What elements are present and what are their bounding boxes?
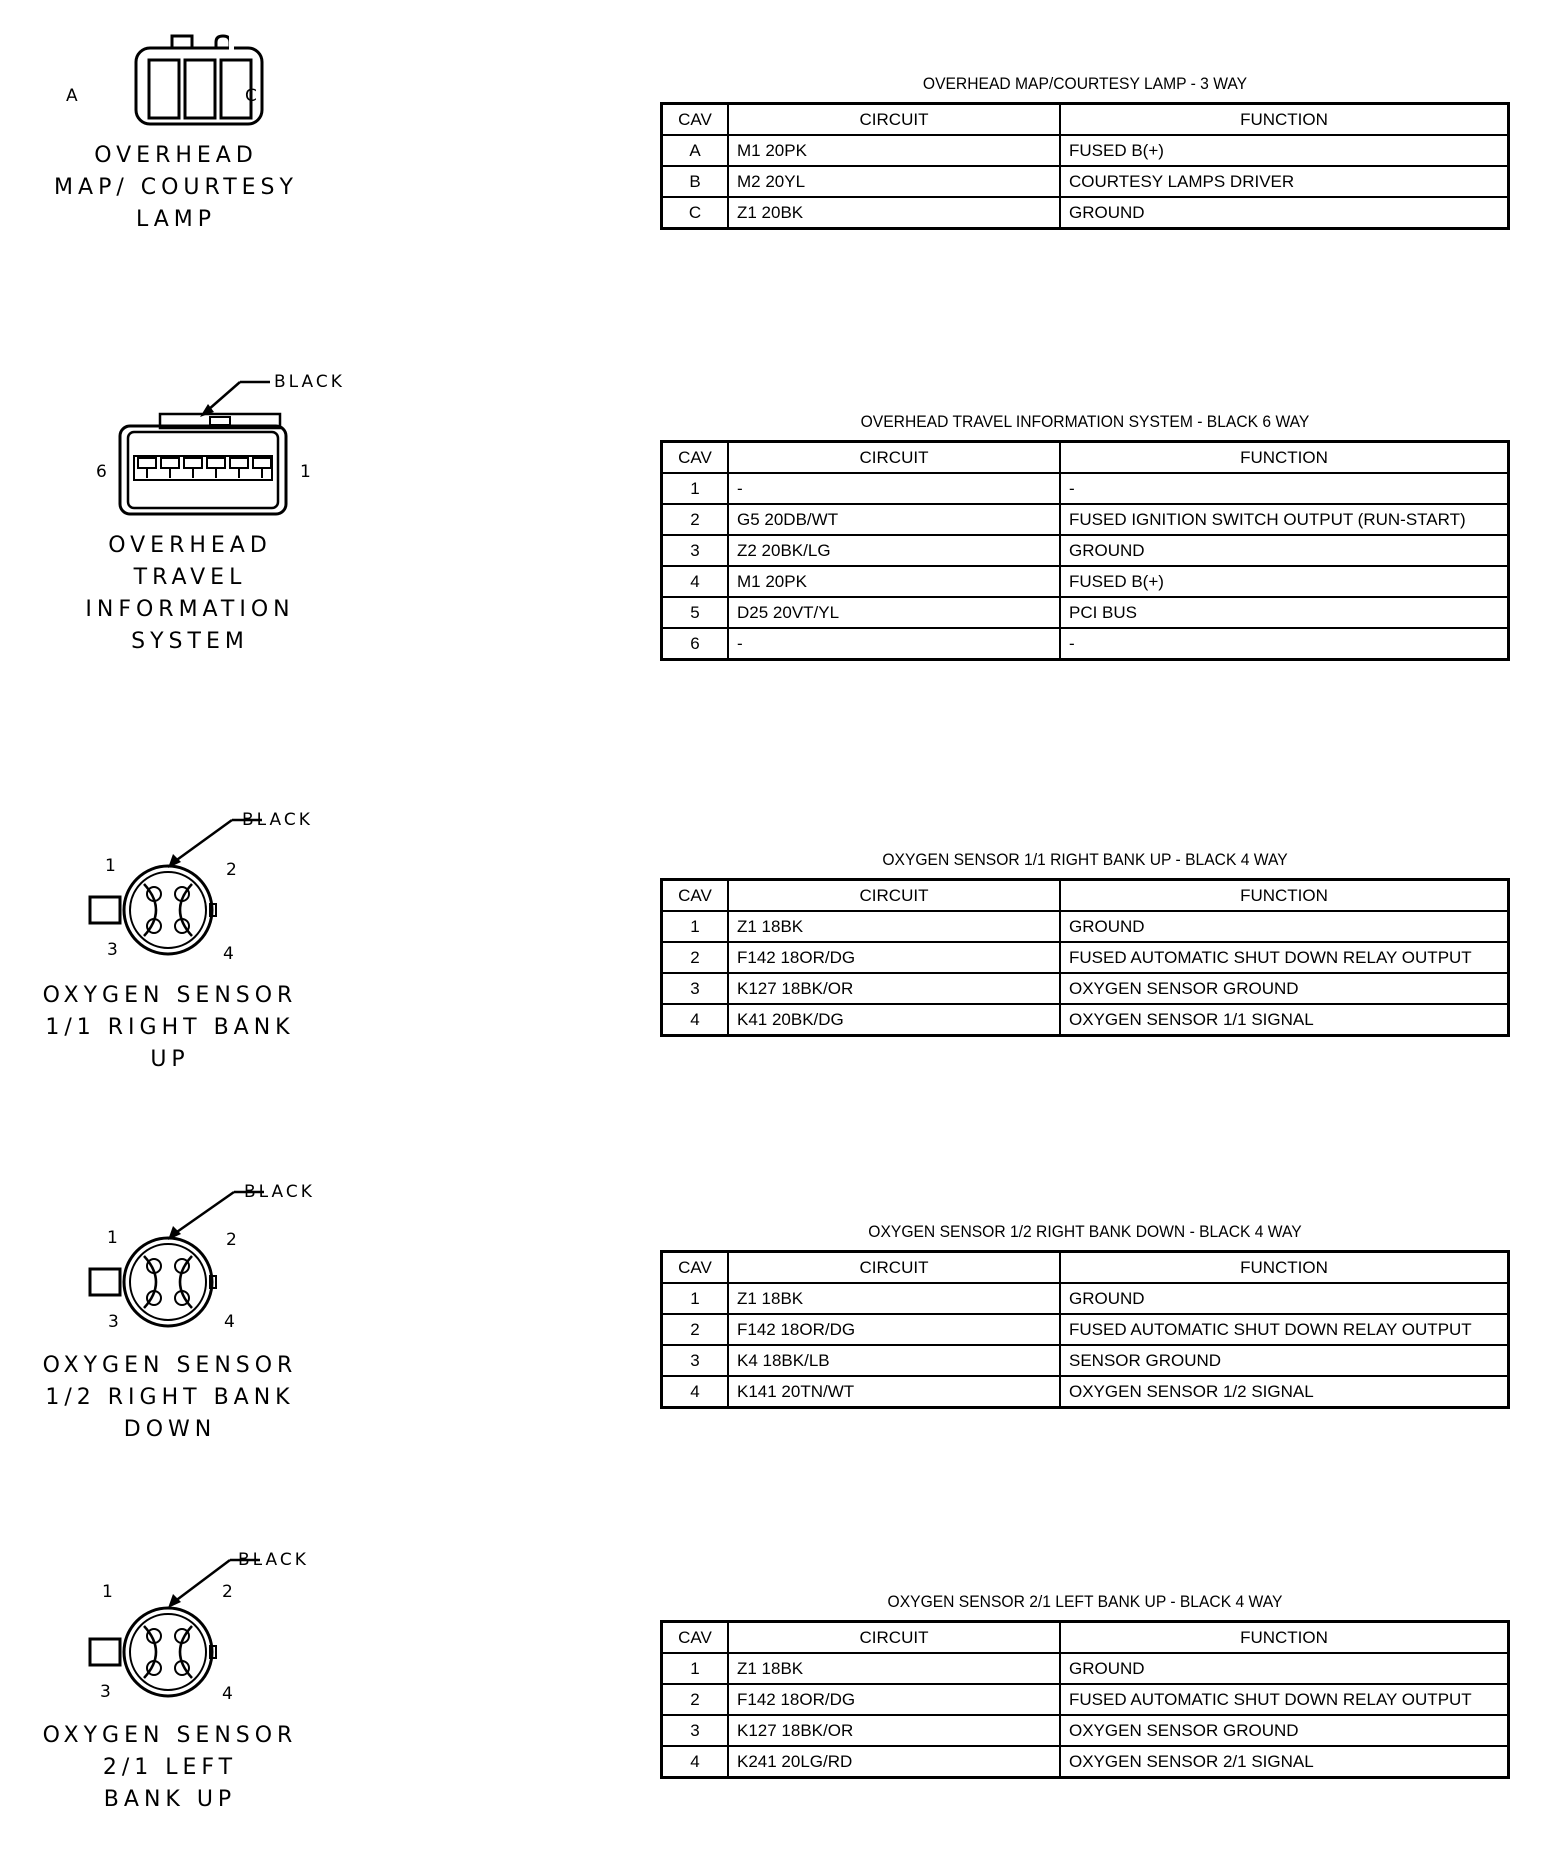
table-row xyxy=(662,911,1509,942)
cell-circuit: F142 18OR/DG xyxy=(728,1684,1060,1715)
header-function: FUNCTION xyxy=(1060,104,1509,136)
caption-line-2: 2/1 LEFT xyxy=(102,1755,238,1780)
pin-label-1: 1 xyxy=(105,856,119,876)
cell-circuit: Z1 20BK xyxy=(728,197,1060,229)
table-row xyxy=(662,473,1509,504)
cell-circuit: Z1 18BK xyxy=(728,911,1060,942)
cell-cav: 3 xyxy=(662,535,729,566)
connector-color-label: BLACK xyxy=(244,1182,315,1202)
table-header-row xyxy=(662,880,1509,912)
cell-cav: 2 xyxy=(662,942,729,973)
cell-circuit: Z1 18BK xyxy=(728,1283,1060,1314)
cell-circuit: M2 20YL xyxy=(728,166,1060,197)
cell-circuit: K4 18BK/LB xyxy=(728,1345,1060,1376)
cell-function: FUSED AUTOMATIC SHUT DOWN RELAY OUTPUT xyxy=(1060,1684,1509,1715)
cell-function: GROUND xyxy=(1060,911,1509,942)
cell-cav: 2 xyxy=(662,1314,729,1345)
cell-function: OXYGEN SENSOR 1/1 SIGNAL xyxy=(1060,1004,1509,1036)
caption-line-1: OXYGEN SENSOR xyxy=(42,1723,298,1748)
four-way-round-connector-icon xyxy=(40,1542,370,1712)
cell-cav: B xyxy=(662,166,729,197)
cell-cav: 4 xyxy=(662,1004,729,1036)
connector-pinout-table xyxy=(660,440,1510,661)
cell-circuit: - xyxy=(728,628,1060,660)
cell-function: SENSOR GROUND xyxy=(1060,1345,1509,1376)
cell-cav: 1 xyxy=(662,1653,729,1684)
table-title: OVERHEAD MAP/COURTESY LAMP - 3 WAY xyxy=(922,74,1248,93)
cell-function: PCI BUS xyxy=(1060,597,1509,628)
table-row xyxy=(662,1314,1509,1345)
cell-circuit: K41 20BK/DG xyxy=(728,1004,1060,1036)
pin-label-3: 3 xyxy=(107,940,121,960)
header-circuit: CIRCUIT xyxy=(728,442,1060,474)
cell-function: - xyxy=(1060,473,1509,504)
cell-cav: 2 xyxy=(662,1684,729,1715)
cell-circuit: Z2 20BK/LG xyxy=(728,535,1060,566)
table-row xyxy=(662,942,1509,973)
connector-color-label: BLACK xyxy=(238,1550,309,1570)
table-row xyxy=(662,504,1509,535)
pin-label-2: 2 xyxy=(226,1230,240,1250)
header-circuit: CIRCUIT xyxy=(728,104,1060,136)
connector-diagram xyxy=(40,1172,370,1492)
cell-cav: 1 xyxy=(662,911,729,942)
table-title: OVERHEAD TRAVEL INFORMATION SYSTEM - BLACK 6 WAY xyxy=(860,412,1310,431)
cell-circuit: M1 20PK xyxy=(728,566,1060,597)
header-cav: CAV xyxy=(662,1622,729,1654)
cell-function: FUSED B(+) xyxy=(1060,566,1509,597)
table-row xyxy=(662,535,1509,566)
caption-line-3: DOWN xyxy=(123,1417,217,1442)
cell-function: COURTESY LAMPS DRIVER xyxy=(1060,166,1509,197)
table-row xyxy=(662,628,1509,660)
cell-cav: 3 xyxy=(662,1715,729,1746)
cell-function: GROUND xyxy=(1060,1653,1509,1684)
table-row xyxy=(662,1283,1509,1314)
table-row xyxy=(662,566,1509,597)
cell-circuit: K141 20TN/WT xyxy=(728,1376,1060,1408)
header-function: FUNCTION xyxy=(1060,1622,1509,1654)
connector-section-oxygen-sensor-1-1 xyxy=(0,800,1568,1080)
pin-label-3: 3 xyxy=(100,1682,114,1702)
caption-line-1: OXYGEN SENSOR xyxy=(42,983,298,1008)
connector-section-map-courtesy-lamp xyxy=(0,0,1568,260)
header-circuit: CIRCUIT xyxy=(728,1252,1060,1284)
header-function: FUNCTION xyxy=(1060,442,1509,474)
cell-cav: 1 xyxy=(662,1283,729,1314)
connector-color-label: BLACK xyxy=(274,372,345,392)
connector-pinout-table xyxy=(660,1620,1510,1779)
table-row xyxy=(662,973,1509,1004)
connector-pinout-table xyxy=(660,1250,1510,1409)
cell-cav: 6 xyxy=(662,628,729,660)
pin-label-6: 6 xyxy=(96,462,110,482)
connector-section-travel-information-system xyxy=(0,360,1568,700)
header-circuit: CIRCUIT xyxy=(728,880,1060,912)
caption-line-1: OVERHEAD xyxy=(94,143,258,168)
header-cav: CAV xyxy=(662,442,729,474)
caption-line-3: UP xyxy=(150,1047,190,1072)
pin-label-2: 2 xyxy=(222,1582,236,1602)
pin-label-3: 3 xyxy=(108,1312,122,1332)
header-cav: CAV xyxy=(662,880,729,912)
pin-label-1: 1 xyxy=(102,1582,116,1602)
caption-line-3: SYSTEM xyxy=(131,629,249,654)
table-row xyxy=(662,1004,1509,1036)
connector-caption xyxy=(40,530,340,658)
pin-label-4: 4 xyxy=(224,1312,238,1332)
connector-diagram xyxy=(40,800,370,1120)
connector-pinout-table xyxy=(660,878,1510,1037)
table-header-row xyxy=(662,1622,1509,1654)
table-row xyxy=(662,1684,1509,1715)
cell-circuit: M1 20PK xyxy=(728,135,1060,166)
table-row xyxy=(662,1653,1509,1684)
cell-cav: 1 xyxy=(662,473,729,504)
table-header-row xyxy=(662,104,1509,136)
pin-label-4: 4 xyxy=(223,944,237,964)
cell-function: OXYGEN SENSOR 2/1 SIGNAL xyxy=(1060,1746,1509,1778)
cell-cav: 2 xyxy=(662,504,729,535)
connector-color-label: BLACK xyxy=(242,810,313,830)
header-cav: CAV xyxy=(662,104,729,136)
four-way-round-connector-icon xyxy=(40,1172,370,1342)
table-row xyxy=(662,1715,1509,1746)
cell-cav: 3 xyxy=(662,1345,729,1376)
cell-circuit: D25 20VT/YL xyxy=(728,597,1060,628)
table-title: OXYGEN SENSOR 2/1 LEFT BANK UP - BLACK 4 WAY xyxy=(887,1592,1283,1611)
caption-line-1: OVERHEAD xyxy=(108,533,272,558)
table-header-row xyxy=(662,1252,1509,1284)
header-circuit: CIRCUIT xyxy=(728,1622,1060,1654)
connector-section-oxygen-sensor-1-2 xyxy=(0,1172,1568,1452)
caption-line-1: OXYGEN SENSOR xyxy=(42,1353,298,1378)
cell-function: GROUND xyxy=(1060,1283,1509,1314)
caption-line-2: MAP/ COURTESY xyxy=(54,175,298,200)
connector-diagram xyxy=(40,360,370,680)
cell-function: GROUND xyxy=(1060,535,1509,566)
connector-diagram xyxy=(40,1542,370,1862)
cell-function: FUSED AUTOMATIC SHUT DOWN RELAY OUTPUT xyxy=(1060,1314,1509,1345)
pin-label-1: 1 xyxy=(300,462,314,482)
table-header-row xyxy=(662,442,1509,474)
cell-cav: 4 xyxy=(662,1376,729,1408)
cell-circuit: K127 18BK/OR xyxy=(728,973,1060,1004)
caption-line-2: 1/1 RIGHT BANK xyxy=(45,1015,295,1040)
table-title: OXYGEN SENSOR 1/2 RIGHT BANK DOWN - BLACK 4 WAY xyxy=(868,1222,1302,1241)
table-row xyxy=(662,1746,1509,1778)
connector-section-oxygen-sensor-2-1 xyxy=(0,1542,1568,1842)
header-function: FUNCTION xyxy=(1060,880,1509,912)
connector-caption xyxy=(26,140,326,236)
table-row xyxy=(662,197,1509,229)
caption-line-3: BANK UP xyxy=(103,1787,237,1812)
cell-circuit: F142 18OR/DG xyxy=(728,1314,1060,1345)
cell-function: OXYGEN SENSOR 1/2 SIGNAL xyxy=(1060,1376,1509,1408)
four-way-round-connector-icon xyxy=(40,800,370,970)
cell-function: - xyxy=(1060,628,1509,660)
three-way-connector-icon xyxy=(40,0,370,140)
pin-label-1: 1 xyxy=(107,1228,121,1248)
table-title: OXYGEN SENSOR 1/1 RIGHT BANK UP - BLACK 4 WAY xyxy=(882,850,1288,869)
caption-line-2: 1/2 RIGHT BANK xyxy=(45,1385,295,1410)
table-row xyxy=(662,135,1509,166)
cell-function: OXYGEN SENSOR GROUND xyxy=(1060,1715,1509,1746)
table-row xyxy=(662,166,1509,197)
cell-cav: A xyxy=(662,135,729,166)
cell-circuit: K127 18BK/OR xyxy=(728,1715,1060,1746)
connector-caption xyxy=(20,980,320,1076)
cell-function: FUSED IGNITION SWITCH OUTPUT (RUN-START) xyxy=(1060,504,1509,535)
pin-label-2: 2 xyxy=(226,860,240,880)
cell-cav: 4 xyxy=(662,566,729,597)
table-row xyxy=(662,1345,1509,1376)
cell-circuit: K241 20LG/RD xyxy=(728,1746,1060,1778)
cell-circuit: - xyxy=(728,473,1060,504)
pin-label-4: 4 xyxy=(222,1684,236,1704)
header-function: FUNCTION xyxy=(1060,1252,1509,1284)
connector-pinout-table xyxy=(660,102,1510,230)
cell-cav: C xyxy=(662,197,729,229)
table-row xyxy=(662,597,1509,628)
cell-circuit: F142 18OR/DG xyxy=(728,942,1060,973)
caption-line-2: TRAVEL INFORMATION xyxy=(85,565,295,622)
cell-cav: 4 xyxy=(662,1746,729,1778)
connector-caption xyxy=(20,1720,320,1816)
connector-diagram xyxy=(40,0,370,320)
cell-circuit: G5 20DB/WT xyxy=(728,504,1060,535)
table-row xyxy=(662,1376,1509,1408)
cell-function: GROUND xyxy=(1060,197,1509,229)
header-cav: CAV xyxy=(662,1252,729,1284)
pin-label-a: A xyxy=(66,86,81,106)
cell-circuit: Z1 18BK xyxy=(728,1653,1060,1684)
cell-function: FUSED B(+) xyxy=(1060,135,1509,166)
cell-cav: 5 xyxy=(662,597,729,628)
connector-caption xyxy=(20,1350,320,1446)
cell-function: FUSED AUTOMATIC SHUT DOWN RELAY OUTPUT xyxy=(1060,942,1509,973)
pin-label-c: C xyxy=(245,86,260,106)
cell-function: OXYGEN SENSOR GROUND xyxy=(1060,973,1509,1004)
cell-cav: 3 xyxy=(662,973,729,1004)
caption-line-3: LAMP xyxy=(135,207,217,232)
